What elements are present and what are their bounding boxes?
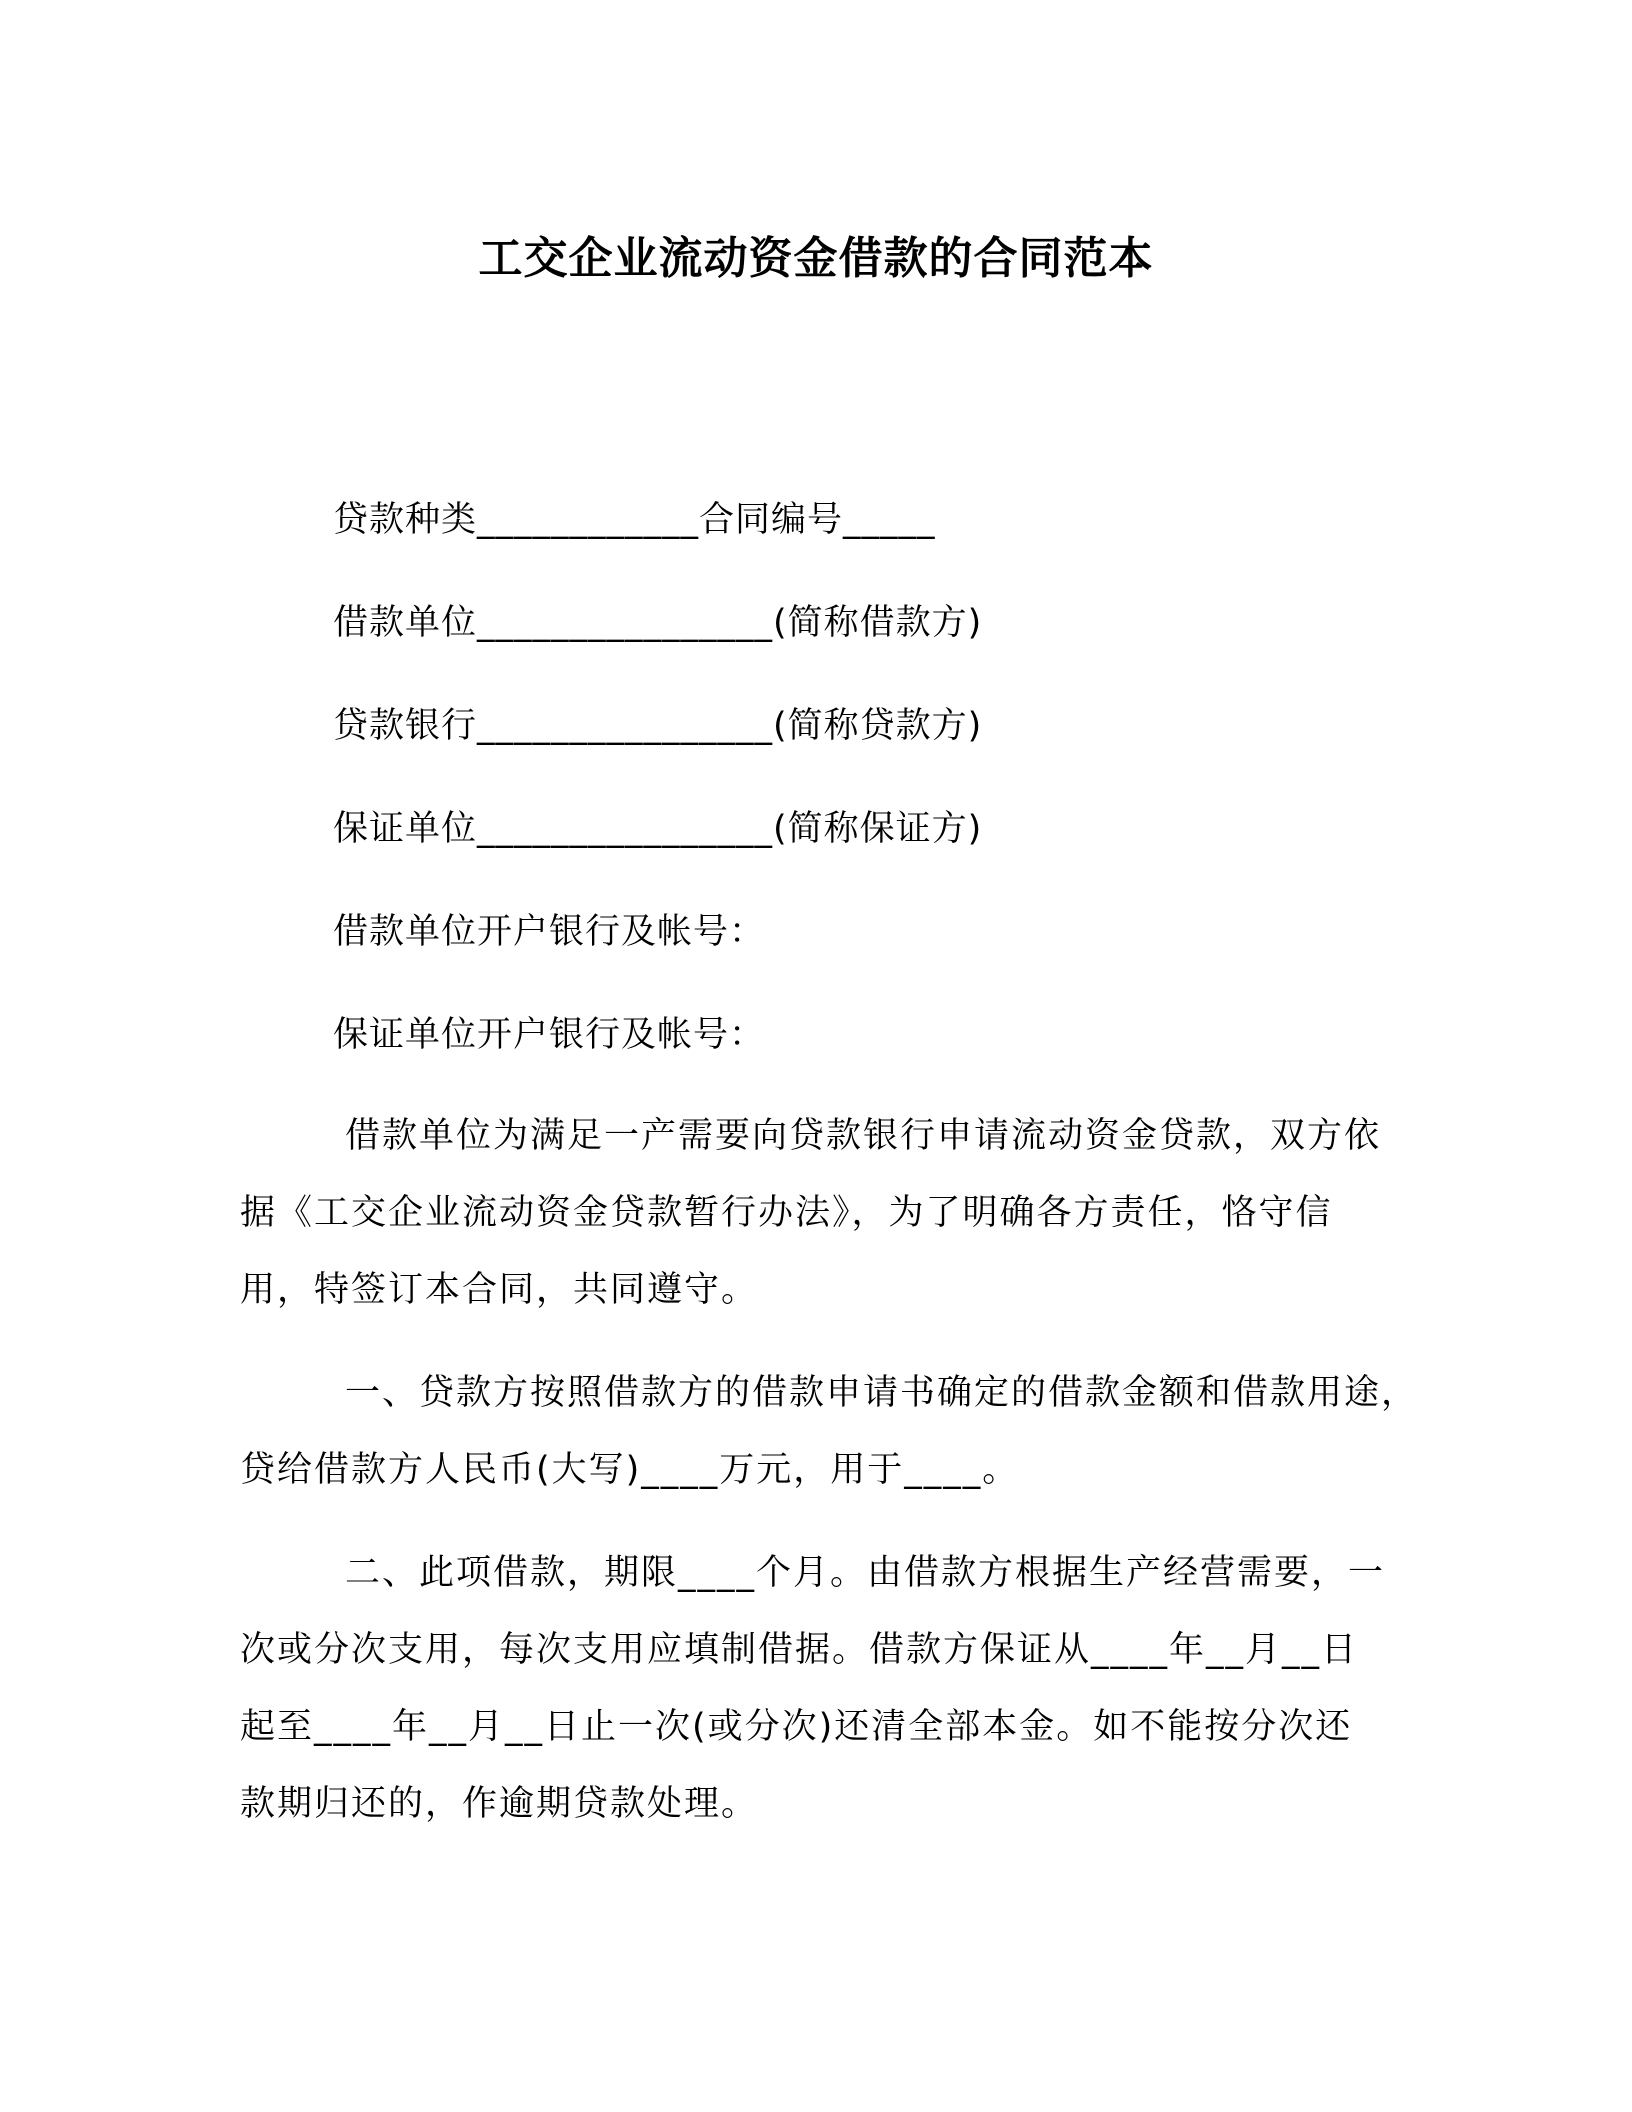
intro-line: 借款单位为满足一产需要向贷款银行申请流动资金贷款，双方依 (240, 1116, 1382, 1156)
intro-paragraph (240, 1098, 1400, 1329)
field-lender-bank: 贷款银行________________(简称贷款方) (333, 706, 983, 746)
intro-line: 据《工交企业流动资金贷款暂行办法》，为了明确各方责任，恪守信 (240, 1193, 1333, 1233)
field-guarantor-account: 保证单位开户银行及帐号： (333, 1015, 766, 1055)
clause-one (240, 1355, 1419, 1509)
document-title: 工交企业流动资金借款的合同范本 (478, 233, 1154, 284)
clause-two-line: 二、此项借款，期限____个月。由借款方根据生产经营需要，一 (240, 1553, 1386, 1593)
clause-two (240, 1535, 1400, 1843)
intro-line: 用，特签订本合同，共同遵守。 (240, 1270, 759, 1310)
field-borrower: 借款单位________________(简称借款方) (333, 603, 983, 643)
clause-one-line: 贷给借款方人民币(大写)____万元，用于____。 (240, 1450, 1020, 1490)
clause-two-line: 款期归还的，作逾期贷款处理。 (240, 1784, 759, 1824)
clause-two-line: 起至____年__月__日止一次(或分次)还清全部本金。如不能按分次还 (240, 1707, 1353, 1747)
field-guarantor: 保证单位________________(简称保证方) (333, 809, 983, 849)
field-loan-type-contract-no: 贷款种类____________合同编号_____ (333, 500, 936, 540)
clause-two-line: 次或分次支用，每次支用应填制借据。借款方保证从____年__月__日 (240, 1630, 1359, 1670)
field-borrower-account: 借款单位开户银行及帐号： (333, 912, 766, 952)
clause-one-line: 一、贷款方按照借款方的借款申请书确定的借款金额和借款用途， (240, 1373, 1419, 1413)
